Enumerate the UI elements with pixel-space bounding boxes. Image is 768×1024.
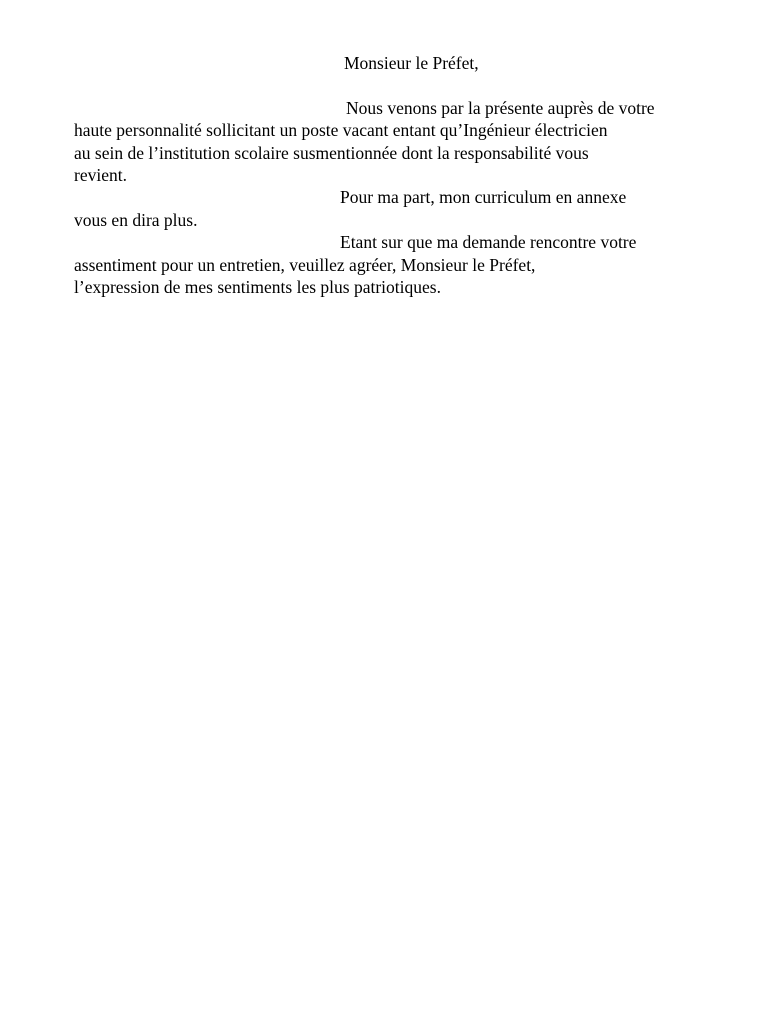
paragraph-line: l’expression de mes sentiments les plus patriotiques. [74,276,441,297]
paragraph-line: Pour ma part, mon curriculum en annexe [340,187,627,208]
paragraph-line: Etant sur que ma demande rencontre votre [340,232,637,253]
paragraph-line: revient. [74,164,127,185]
paragraph-line: assentiment pour un entretien, veuillez agréer, Monsieur le Préfet, [74,254,536,275]
salutation: Monsieur le Préfet, [344,53,479,73]
paragraph-closing [74,231,734,298]
paragraph-application [74,97,734,187]
letter-body [74,52,734,298]
paragraph-line: haute personnalité sollicitant un poste vacant entant qu’Ingénieur électricien [74,120,608,141]
paragraph-curriculum [74,186,734,231]
paragraph-line: au sein de l’institution scolaire susmentionnée dont la responsabilité vous [74,142,589,163]
paragraph-line: vous en dira plus. [74,209,198,230]
paragraph-line: Nous venons par la présente auprès de votre [346,97,655,118]
